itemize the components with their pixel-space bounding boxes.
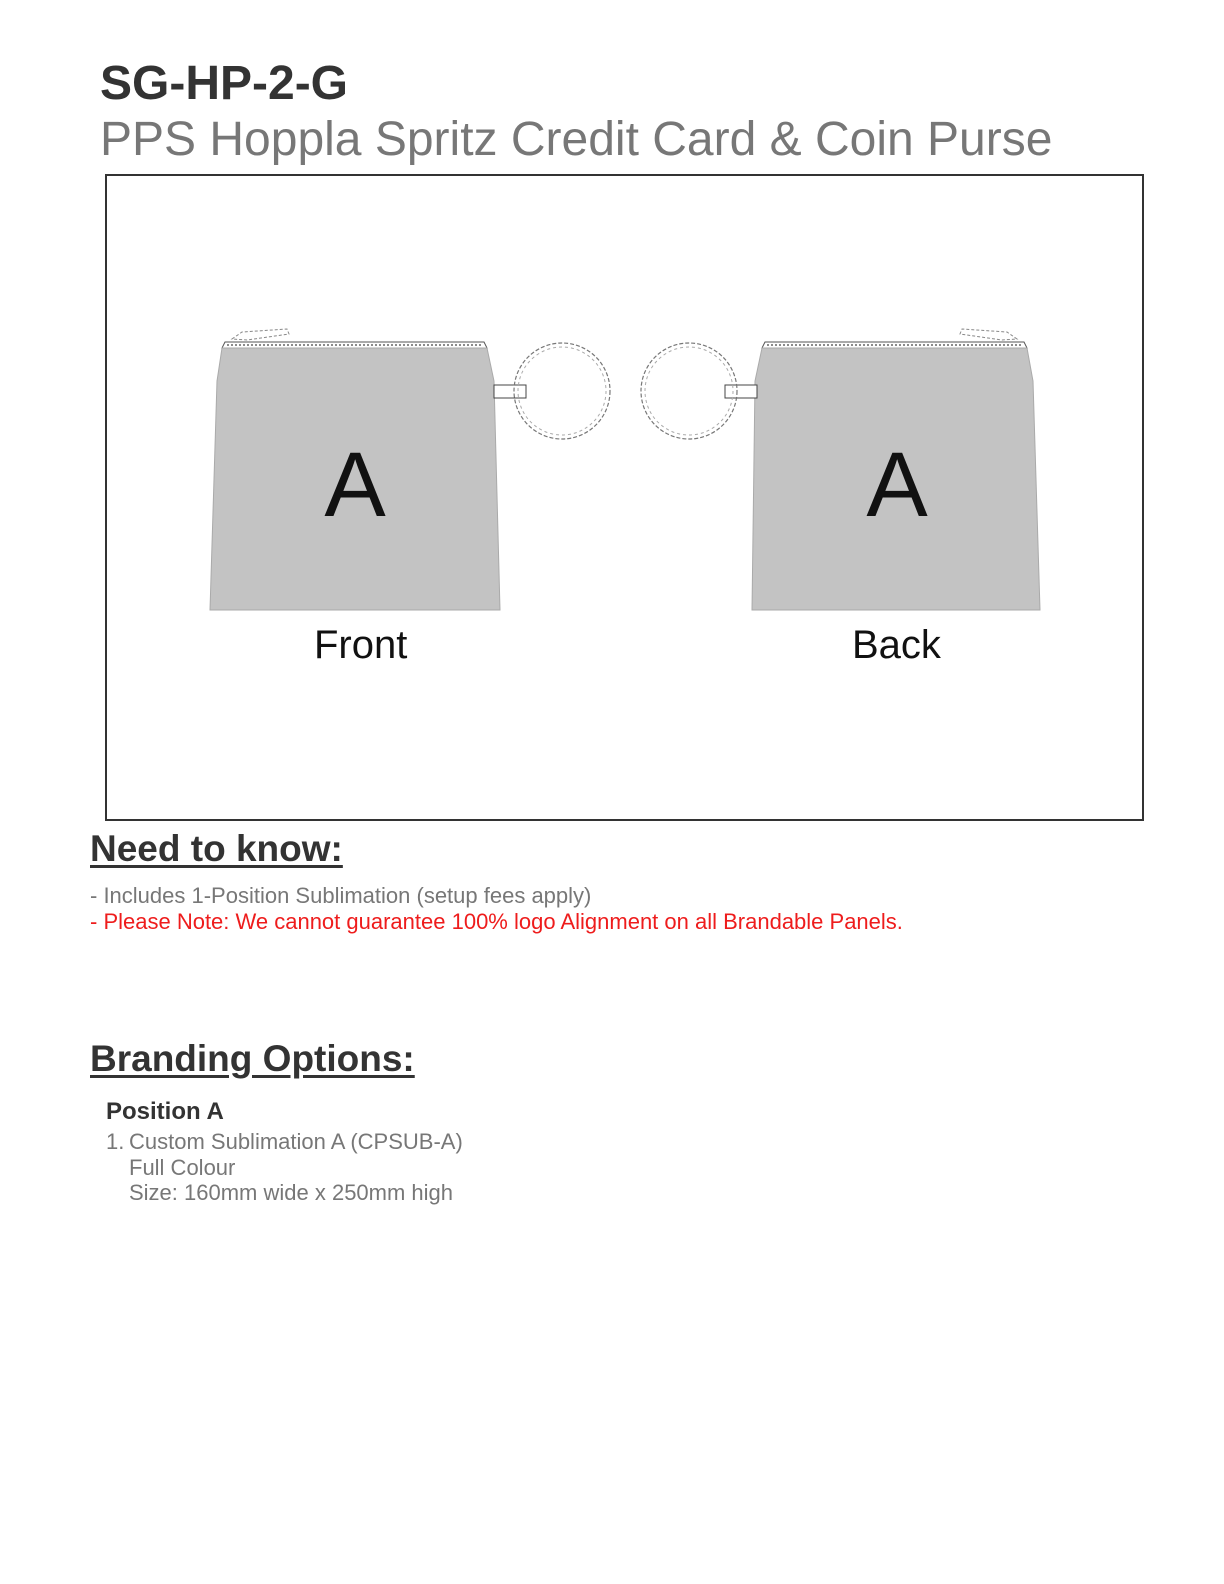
front-key-ring-inner <box>518 347 606 435</box>
back-panel-letter: A <box>866 434 928 536</box>
back-view-label: Back <box>852 623 941 667</box>
option-size: Size: 160mm wide x 250mm high <box>129 1180 454 1205</box>
back-key-ring-inner <box>645 347 733 435</box>
need-to-know-heading: Need to know: <box>90 828 343 869</box>
product-diagram <box>107 176 1142 819</box>
position-a-title: Position A <box>106 1098 224 1125</box>
need-to-know-item-2: - Please Note: We cannot guarantee 100% logo Alignment on all Brandable Panels. <box>90 909 903 934</box>
back-zipper-pull <box>960 329 1017 340</box>
front-panel-letter: A <box>324 434 386 536</box>
front-purse <box>210 329 610 610</box>
option-number: 1. <box>106 1129 125 1154</box>
product-name: PPS Hoppla Spritz Credit Card & Coin Purse <box>100 113 1053 166</box>
back-key-ring <box>641 343 737 439</box>
product-diagram-frame <box>105 174 1144 821</box>
front-zipper-pull <box>232 329 289 340</box>
front-key-ring <box>514 343 610 439</box>
front-loop-tab <box>494 385 526 398</box>
front-view-label: Front <box>314 623 408 667</box>
need-to-know-item-1: - Includes 1-Position Sublimation (setup fees apply) <box>90 883 592 908</box>
back-loop-tab <box>725 385 757 398</box>
branding-options-heading: Branding Options: <box>90 1038 415 1079</box>
back-purse <box>641 329 1040 610</box>
option-name: Custom Sublimation A (CPSUB-A) <box>129 1129 463 1154</box>
option-colour: Full Colour <box>129 1154 236 1180</box>
product-code: SG-HP-2-G <box>100 57 349 110</box>
